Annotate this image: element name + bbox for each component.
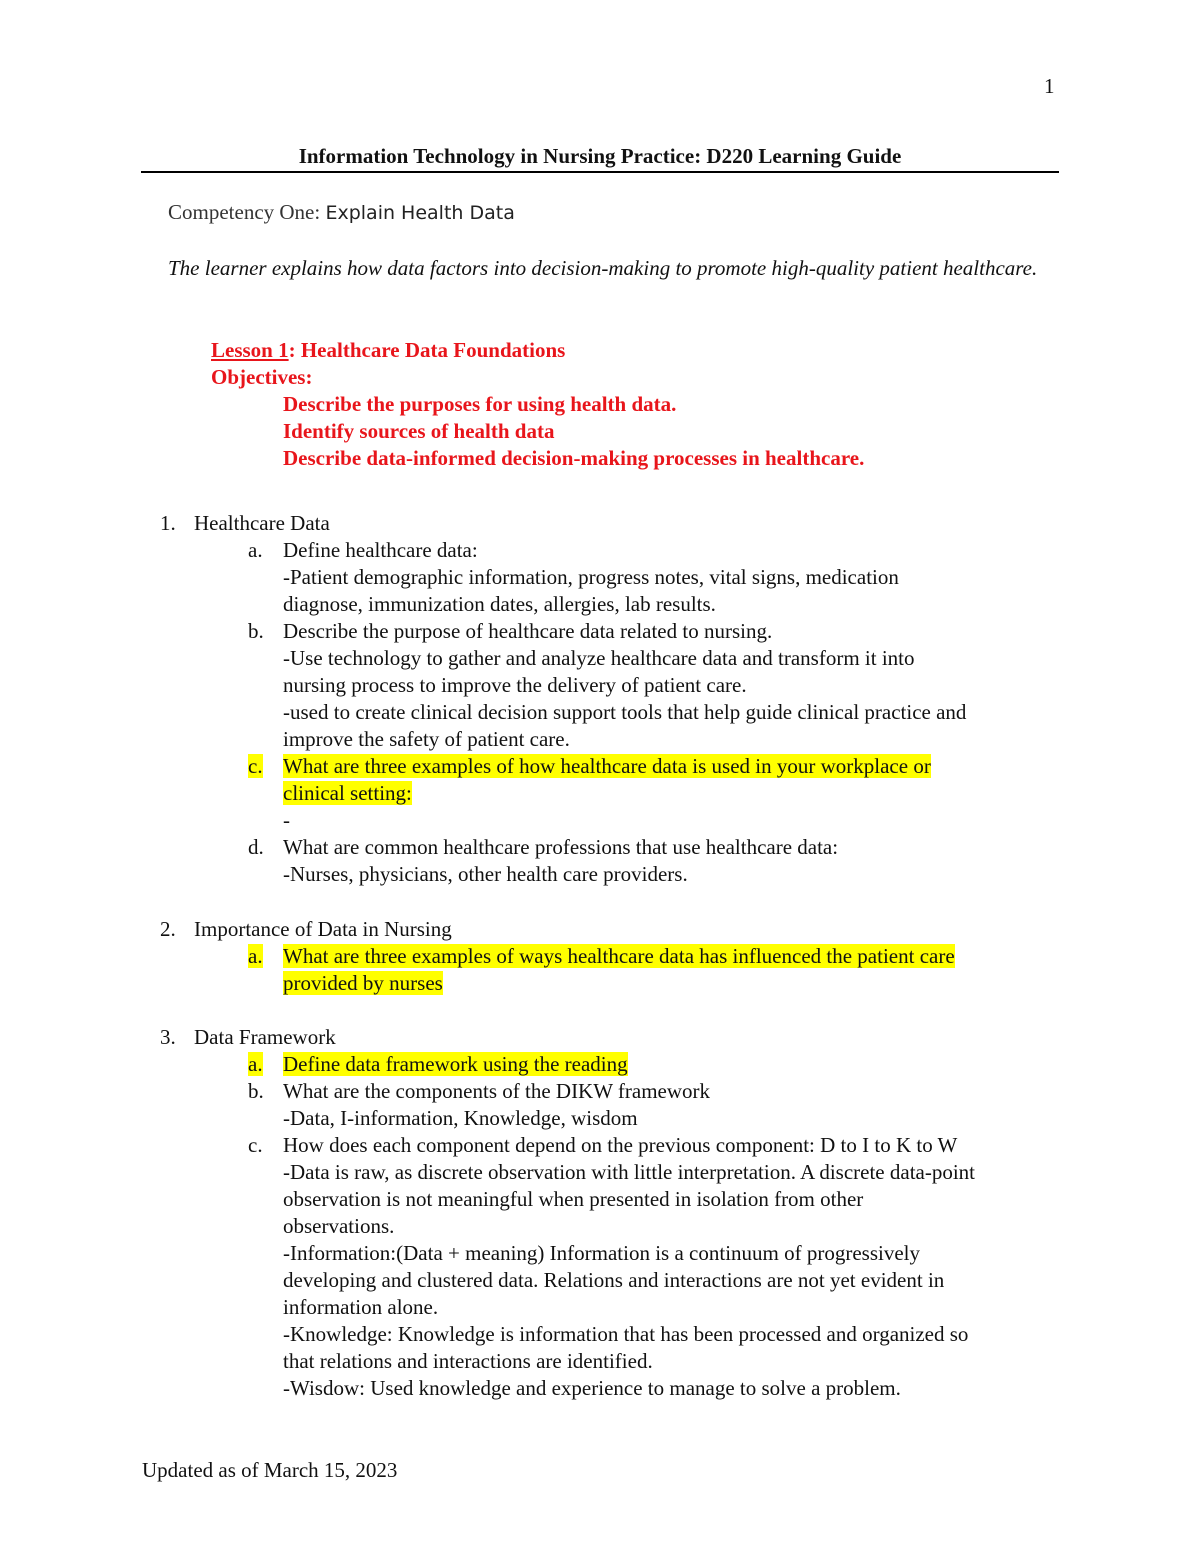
highlight-text: provided by nurses (283, 971, 443, 995)
item-line (283, 970, 1063, 997)
competency-heading: Explain Health Data (325, 202, 515, 224)
item-line (283, 1051, 1063, 1078)
item-line: Define healthcare data: (283, 538, 478, 562)
list-item (283, 537, 1063, 618)
item-letter: c. (248, 1133, 263, 1157)
highlighted-letter: c. (248, 754, 263, 778)
lead-statement: The learner explains how data factors into decision-making to promote high-quality patient healthcare. (168, 256, 1038, 280)
item-letter (248, 943, 263, 970)
item-line: How does each component depend on the previous component: D to I to K to W (283, 1133, 958, 1157)
objectives-list (283, 391, 864, 472)
item-line: -Knowledge: Knowledge is information that has been processed and organized so (283, 1322, 969, 1346)
item-line: nursing process to improve the delivery of patient care. (283, 673, 747, 697)
highlighted-question (283, 753, 1063, 834)
section-title: Healthcare Data (194, 511, 330, 535)
objective-item: Describe data-informed decision-making processes in healthcare. (283, 446, 865, 470)
document-title: Information Technology in Nursing Practice: D220 Learning Guide (298, 144, 902, 168)
highlight-text: What are three examples of ways healthcare data has influenced the patient care (283, 944, 955, 968)
item-line: -Patient demographic information, progress notes, vital signs, medication (283, 565, 899, 589)
objective-item: Identify sources of health data (283, 419, 555, 443)
list-item (283, 834, 1063, 888)
item-line: -Data, I-information, Knowledge, wisdom (283, 1106, 638, 1130)
item-line: improve the safety of patient care. (283, 727, 570, 751)
competency-label: Competency One: (168, 200, 321, 224)
item-line: - (283, 808, 290, 832)
item-line: observation is not meaningful when presented in isolation from other (283, 1187, 864, 1211)
item-line: -Data is raw, as discrete observation with little interpretation. A discrete data-point (283, 1160, 976, 1184)
item-line: -Wisdow: Used knowledge and experience to manage to solve a problem. (283, 1376, 901, 1400)
highlight-text: Define data framework using the reading (283, 1052, 628, 1076)
item-line: diagnose, immunization dates, allergies, lab results. (283, 592, 716, 616)
item-line: -used to create clinical decision support tools that help guide clinical practice and (283, 700, 967, 724)
lesson-heading (211, 337, 565, 364)
page-footer: Updated as of March 15, 2023 (142, 1458, 398, 1482)
highlight-text: What are three examples of how healthcare data is used in your workplace or (283, 754, 931, 778)
item-line: observations. (283, 1214, 395, 1238)
item-line: information alone. (283, 1295, 439, 1319)
lesson-title: : Healthcare Data Foundations (288, 338, 566, 362)
item-line (283, 780, 1063, 807)
section-number: 3. (160, 1025, 176, 1049)
list-item (283, 1078, 1063, 1132)
item-letter: a. (248, 538, 263, 562)
highlight-text: clinical setting: (283, 781, 412, 805)
item-line: What are common healthcare professions that use healthcare data: (283, 835, 839, 859)
list-item (283, 1132, 1063, 1402)
item-line: -Information:(Data + meaning) Information is a continuum of progressively (283, 1241, 921, 1265)
list-item (283, 618, 1063, 753)
item-line: developing and clustered data. Relations and interactions are not yet evident in (283, 1268, 945, 1292)
item-line (283, 753, 1063, 780)
objective-item: Describe the purposes for using health data. (283, 392, 677, 416)
section-number: 2. (160, 917, 176, 941)
item-line: -Nurses, physicians, other health care providers. (283, 862, 688, 886)
objectives-label: Objectives: (211, 365, 313, 389)
title-rule (141, 171, 1059, 173)
page-number: 1 (1044, 74, 1055, 98)
section-number: 1. (160, 511, 176, 535)
item-letter: b. (248, 619, 264, 643)
lesson-label: Lesson 1 (211, 338, 289, 362)
section-title: Data Framework (194, 1025, 336, 1049)
section-title: Importance of Data in Nursing (194, 917, 452, 941)
highlighted-letter: a. (248, 1052, 263, 1076)
highlighted-letter: a. (248, 944, 263, 968)
competency-line (168, 200, 515, 225)
item-line: What are the components of the DIKW framework (283, 1079, 711, 1103)
item-letter: b. (248, 1079, 264, 1103)
item-letter: d. (248, 835, 264, 859)
highlighted-question (283, 943, 1063, 997)
item-letter (248, 1051, 263, 1078)
item-line: Describe the purpose of healthcare data related to nursing. (283, 619, 773, 643)
item-letter (248, 753, 263, 780)
item-line (283, 943, 1063, 970)
item-line: that relations and interactions are identified. (283, 1349, 653, 1373)
highlighted-question (283, 1051, 1063, 1078)
item-line: -Use technology to gather and analyze healthcare data and transform it into (283, 646, 915, 670)
